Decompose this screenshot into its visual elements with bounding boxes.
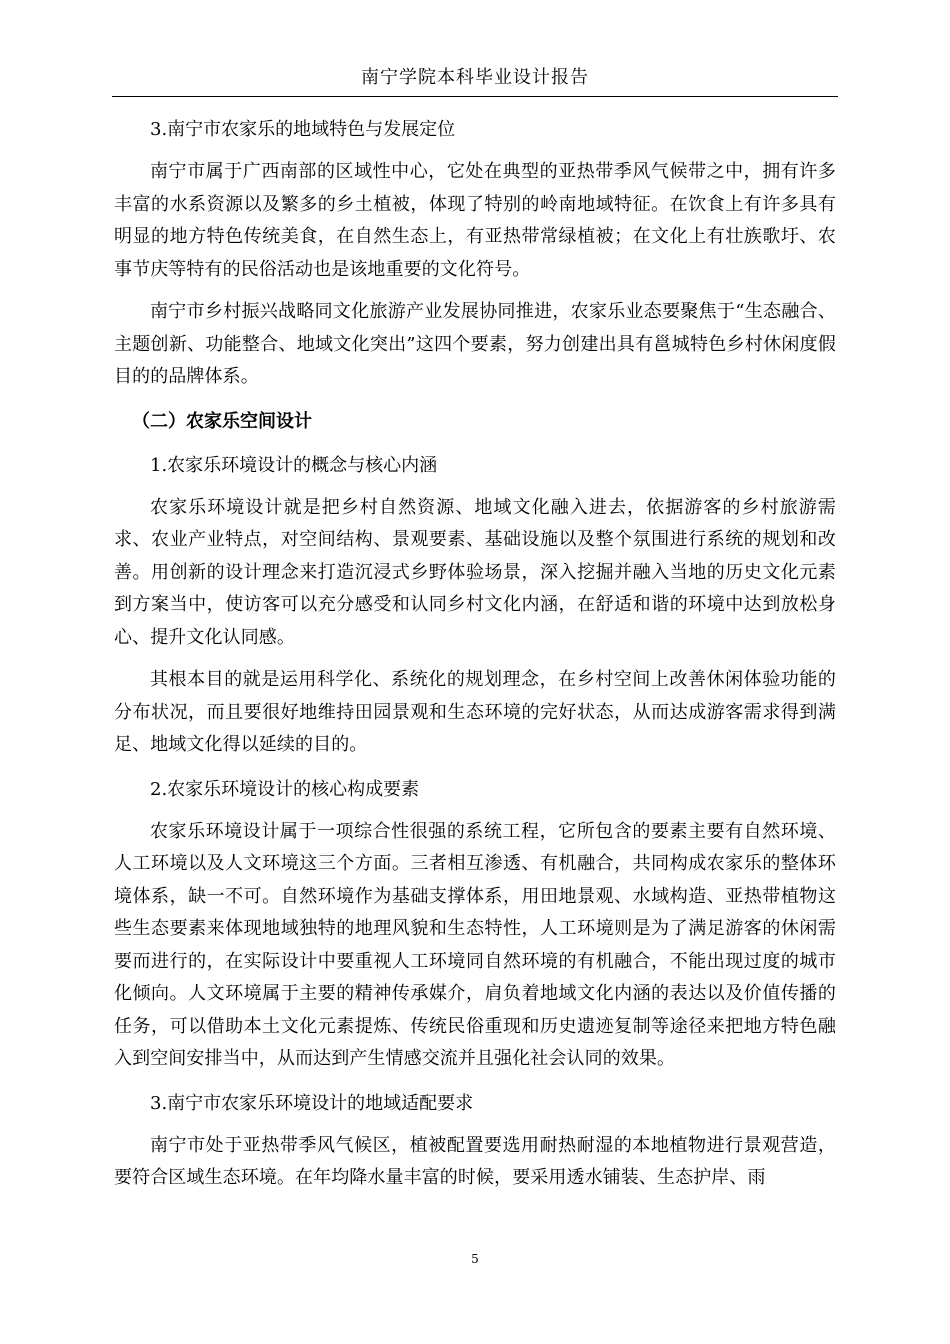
paragraph-concept: 农家乐环境设计就是把乡村自然资源、地域文化融入进去，依据游客的乡村旅游需求、农业产业特点，对空间结构、景观要素、基础设施以及整个氛围进行系统的规划和改善。用创新的设计理念来打造沉浸式乡野体验场景，深入挖掘并融入当地的历史文化元素到方案当中，使访客可以充分感受和认同乡村文化内涵，在舒适和谐的环境中达到放松身心、提升文化认同感。 bbox=[114, 496, 836, 648]
subheading-regional-features: 3.南宁市农家乐的地域特色与发展定位 bbox=[150, 119, 456, 140]
page-number: 5 bbox=[471, 1252, 479, 1266]
subheading-regional-adaptation: 3.南宁市农家乐环境设计的地域适配要求 bbox=[150, 1092, 474, 1114]
document-body bbox=[114, 112, 836, 1205]
subheading-concept: 1.农家乐环境设计的概念与核心内涵 bbox=[150, 454, 438, 476]
page-header-title: 南宁学院本科毕业设计报告 bbox=[361, 67, 589, 88]
subheading-core-elements: 2.农家乐环境设计的核心构成要素 bbox=[150, 778, 420, 800]
paragraph-purpose: 其根本目的就是运用科学化、系统化的规划理念，在乡村空间上改善休闲体验功能的分布状况，而且要很好地维持田园景观和生态环境的完好状态，从而达成游客需求得到满足、地域文化得以延续的目的。 bbox=[114, 669, 836, 755]
paragraph-nanning-region: 南宁市属于广西南部的区域性中心，它处在典型的亚热带季风气候带之中，拥有许多丰富的水系资源以及繁多的乡土植被，体现了特别的岭南地域特征。在饮食上有许多具有明显的地方特色传统美食，在自然生态上，有亚热带常绿植被；在文化上有壮族歌圩、农事节庆等特有的民俗活动也是该地重要的文化符号。 bbox=[114, 161, 836, 280]
paragraph-regional-adaptation: 南宁市处于亚热带季风气候区，植被配置要选用耐热耐湿的本地植物进行景观营造，要符合区域生态环境。在年均降水量丰富的时候，要采用透水铺装、生态护岸、雨 bbox=[114, 1134, 836, 1188]
header-divider bbox=[112, 96, 838, 97]
section-heading-space-design: （二）农家乐空间设计 bbox=[132, 410, 312, 432]
paragraph-core-elements: 农家乐环境设计属于一项综合性很强的系统工程，它所包含的要素主要有自然环境、人工环境以及人文环境这三个方面。三者相互渗透、有机融合，共同构成农家乐的整体环境体系，缺一不可。自然环境作为基础支撑体系，用田地景观、水域构造、亚热带植物这些生态要素来体现地域独特的地理风貌和生态特性，人工环境则是为了满足游客的休闲需要而进行的，在实际设计中要重视人工环境同自然环境的有机融合，不能出现过度的城市化倾向。人文环境属于主要的精神传承媒介，肩负着地域文化内涵的表达以及价值传播的任务，可以借助本土文化元素提炼、传统民俗重现和历史遗迹复制等途径来把地方特色融入到空间安排当中，从而达到产生情感交流并且强化社会认同的效果。 bbox=[114, 820, 836, 1069]
paragraph-rural-revitalization: 南宁市乡村振兴战略同文化旅游产业发展协同推进，农家乐业态要聚焦于“生态融合、主题创新、功能整合、地域文化突出”这四个要素，努力创建出具有邕城特色乡村休闲度假目的的品牌体系。 bbox=[114, 301, 836, 387]
